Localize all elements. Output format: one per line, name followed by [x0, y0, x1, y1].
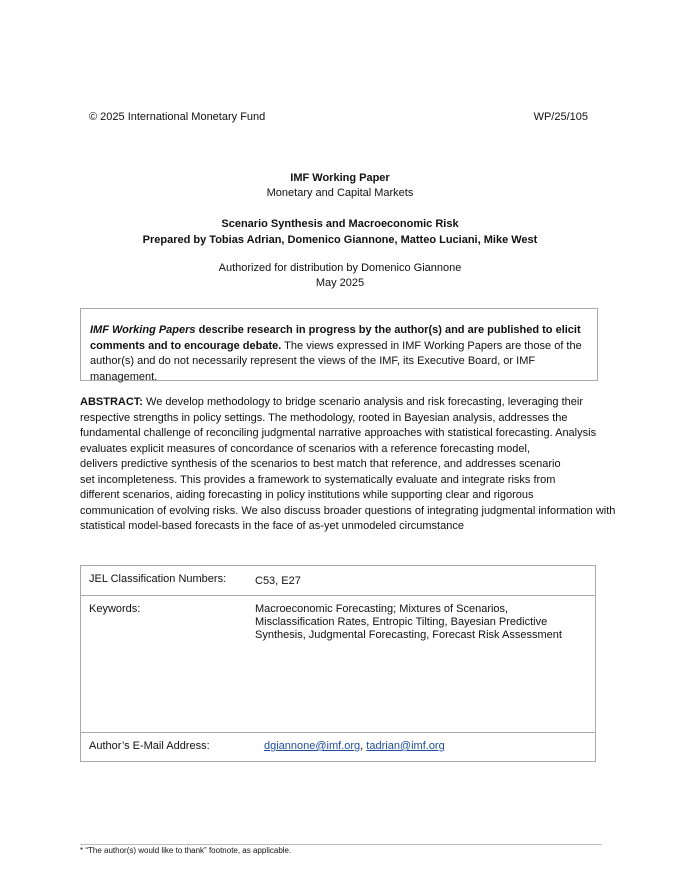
metadata-table — [80, 565, 596, 762]
series-title: IMF Working Paper — [290, 172, 390, 184]
authorized-by: Authorized for distribution by Domenico Giannone — [218, 262, 462, 274]
department: Monetary and Capital Markets — [266, 187, 414, 199]
jel-label: JEL Classification Numbers: — [89, 573, 227, 585]
jel-row — [81, 566, 595, 596]
abstract-label: ABSTRACT: — [80, 396, 143, 408]
abstract-line: fundamental challenge of reconciling judgmental narrative approaches with statistical forecasting. Analysis — [80, 427, 597, 439]
keywords-value: Macroeconomic Forecasting; Mixtures of Scenarios, Misclassification Rates, Entropic Tilting, Bayesian Predictive Synthesis, Judgmental Forecasting, Forecast Risk Assessment — [255, 603, 562, 641]
abstract-line: communication of evolving risks. We also discuss broader questions of integrating judgmental information with — [80, 504, 616, 517]
keywords-row — [81, 596, 595, 733]
footnote-divider — [80, 844, 602, 845]
copyright: © 2025 International Monetary Fund — [89, 111, 266, 123]
abstract — [80, 395, 616, 535]
abstract-line: We develop methodology to bridge scenario analysis and risk forecasting, leveraging their — [142, 396, 583, 408]
authors: Prepared by Tobias Adrian, Domenico Giannone, Matteo Luciani, Mike West — [142, 234, 538, 246]
footnote: * “The author(s) would like to thank” footnote, as applicable. — [80, 846, 292, 855]
abstract-line: statistical model-based forecasts in the face of as-yet unmodeled circumstance — [80, 520, 464, 532]
disclaimer-box — [80, 308, 598, 381]
abstract-line: evaluates explicit measures of concordance of scenarios with a reference forecasting model, — [80, 442, 531, 455]
keywords-label: Keywords: — [89, 603, 141, 615]
notice-text: The views expressed in IMF Working Papers are those of the author(s) and do not necessarily represent the views of the IMF, its Executive Board, or IMF management. — [90, 339, 582, 383]
email-link-giannone[interactable]: dgiannone@imf.org — [264, 740, 361, 752]
abstract-line: delivers predictive synthesis of the scenarios to best match that reference, and addresses scenario — [80, 458, 561, 470]
email-label: Author’s E-Mail Address: — [89, 740, 210, 752]
paper-number: WP/25/105 — [533, 111, 588, 123]
date: May 2025 — [315, 277, 365, 289]
abstract-line: different scenarios, aiding forecasting in policy institutions while supporting clear and rigorous — [80, 489, 534, 501]
jel-value: C53, E27 — [255, 575, 301, 587]
notice-bold: describe research in progress by the author(s) and are published to elicit comments and to encourage debate. — [90, 324, 581, 352]
email-separator: , — [360, 740, 367, 752]
notice-italic: IMF Working Papers — [90, 324, 196, 336]
paper-title: Scenario Synthesis and Macroeconomic Risk — [221, 218, 459, 230]
abstract-line: set incompleteness. This provides a framework to systematically evaluate and integrate risks from — [80, 473, 556, 486]
email-row — [81, 733, 595, 761]
email-link-adrian[interactable]: tadrian@imf.org — [366, 740, 445, 752]
abstract-line: respective strengths in policy settings. The methodology, rooted in Bayesian analysis, addresses the — [80, 411, 568, 424]
